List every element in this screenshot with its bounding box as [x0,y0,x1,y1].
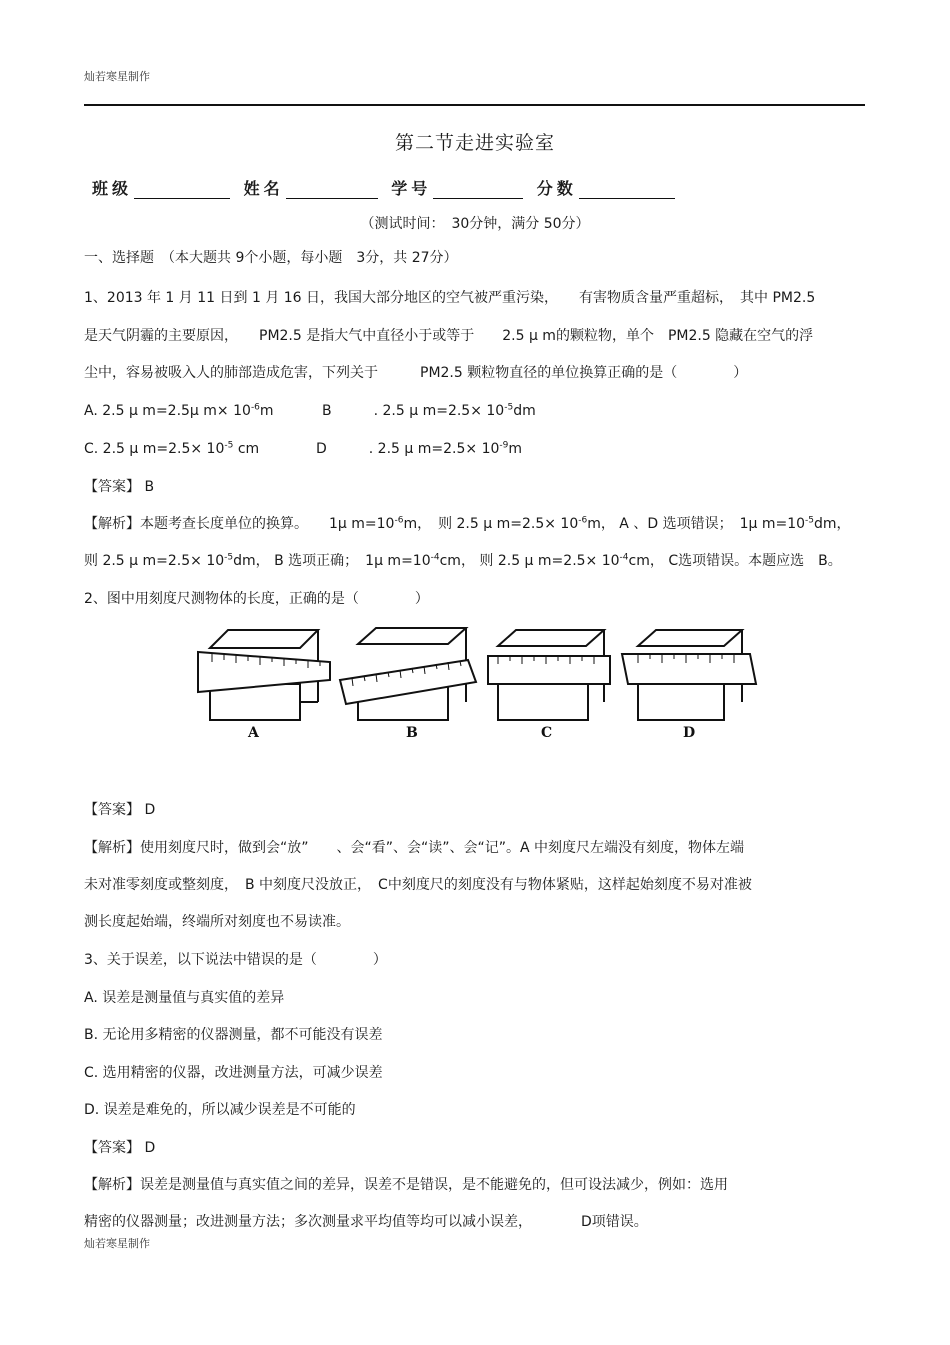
q1-line3: 尘中，容易被吸入人的肺部造成危害，下列关于 PM2.5 颗粒物直径的单位换算正确的是（ ） [84,365,748,381]
section-heading: 一、选择题 （本大题共 9个小题，每小题 3分，共 27分） [84,250,458,266]
footer-maker: 灿若寒星制作 [84,1237,150,1250]
number-blank[interactable] [433,180,523,199]
test-info: （测试时间： 30分钟，满分 50分） [360,216,590,232]
figure-label-a: A [248,725,259,741]
figure-option-b [340,628,476,720]
q2-explanation-line3: 测长度起始端，终端所对刻度也不易读准。 [84,914,350,930]
q1-option-a: A. 2.5 μ m=2.5μ $m\times 10^{-6}m$ [84,402,274,419]
class-blank[interactable] [134,180,230,199]
number-label: 学号 [391,179,432,198]
q1-option-c: C. 2.5 μ $m=2.5\times 10^{-5}$ cm [84,440,260,457]
figure-option-c [488,630,610,720]
score-blank[interactable] [579,180,675,199]
q1-option-b: B . 2.5 μ $m=2.5\times 10^{-5}dm$ [322,402,536,419]
class-label: 班级 [92,179,133,198]
figure-label-d: D [683,725,696,741]
q3-explanation-line1: 【解析】误差是测量值与真实值之间的差异，误差不是错误，是不能避免的，但可设法减少，例如：选用 [84,1177,728,1193]
q1-explanation-line2: 则 2.5 μ $m=2.5\times 10^{-5}dm$， B 选项正确； 1μ $m=10^{-4}cm$， 则 2.5 μ $m=2.5\times 10^{-4}cm$， C选项错误。本题应选 B。 [84,552,842,569]
figure-label-b: B [406,725,418,741]
q1-explanation-line1: 【解析】本题考查长度单位的换算。 1μ $m=10^{-6}m$， 则 2.5 μ $m=2.5\times 10^{-6}m$， A 、D 选项错误； 1μ $m=10^{-5}dm$， [84,515,851,532]
q3-explanation-line2: 精密的仪器测量；改进测量方法；多次测量求平均值等均可以减小误差， D项错误。 [84,1214,648,1230]
q2-line1: 2、图中用刻度尺测物体的长度，正确的是（ ） [84,591,429,607]
q1-line2: 是天气阴霾的主要原因， PM2.5 是指大气中直径小于或等于 2.5 μ m的颗粒物，单个 PM2.5 隐藏在空气的浮 [84,328,814,344]
ruler-measurement-figure [190,620,765,745]
student-info-fields [92,176,679,199]
q1-option-d: D . 2.5 μ $m=2.5\times 10^{-9}m$ [316,440,523,457]
page-title: 第二节走进实验室 [394,132,555,154]
q1-line1: 1、2013 年 1 月 11 日到 1 月 16 日，我国大部分地区的空气被严重污染， 有害物质含量严重超标， 其中 PM2.5 [84,290,816,306]
q2-explanation-line2: 未对准零刻度或整刻度， B 中刻度尺没放正， C中刻度尺的刻度没有与物体紧贴，这样起始刻度不易对准被 [84,877,752,893]
q3-option-d: D. 误差是难免的，所以减少误差是不可能的 [84,1102,356,1118]
figure-label-c: C [541,725,553,741]
figure-option-a [198,630,330,720]
score-label: 分数 [536,179,577,198]
name-label: 姓名 [243,179,284,198]
header-rule [84,104,865,106]
q3-option-a: A. 误差是测量值与真实值的差异 [84,990,285,1006]
q3-answer: 【答案】 D [84,1140,156,1156]
name-blank[interactable] [286,180,378,199]
q2-explanation-line1: 【解析】使用刻度尺时，做到会“放” 、会“看”、会“读”、会“记”。A 中刻度尺左端没有刻度，物体左端 [84,840,745,856]
q3-option-b: B. 无论用多精密的仪器测量，都不可能没有误差 [84,1027,383,1043]
header-maker: 灿若寒星制作 [84,70,150,83]
q3-line1: 3、关于误差，以下说法中错误的是（ ） [84,952,387,968]
q2-answer: 【答案】 D [84,802,156,818]
q3-option-c: C. 选用精密的仪器，改进测量方法，可减少误差 [84,1065,383,1081]
figure-option-d [622,630,756,720]
q1-answer: 【答案】 B [84,479,155,495]
